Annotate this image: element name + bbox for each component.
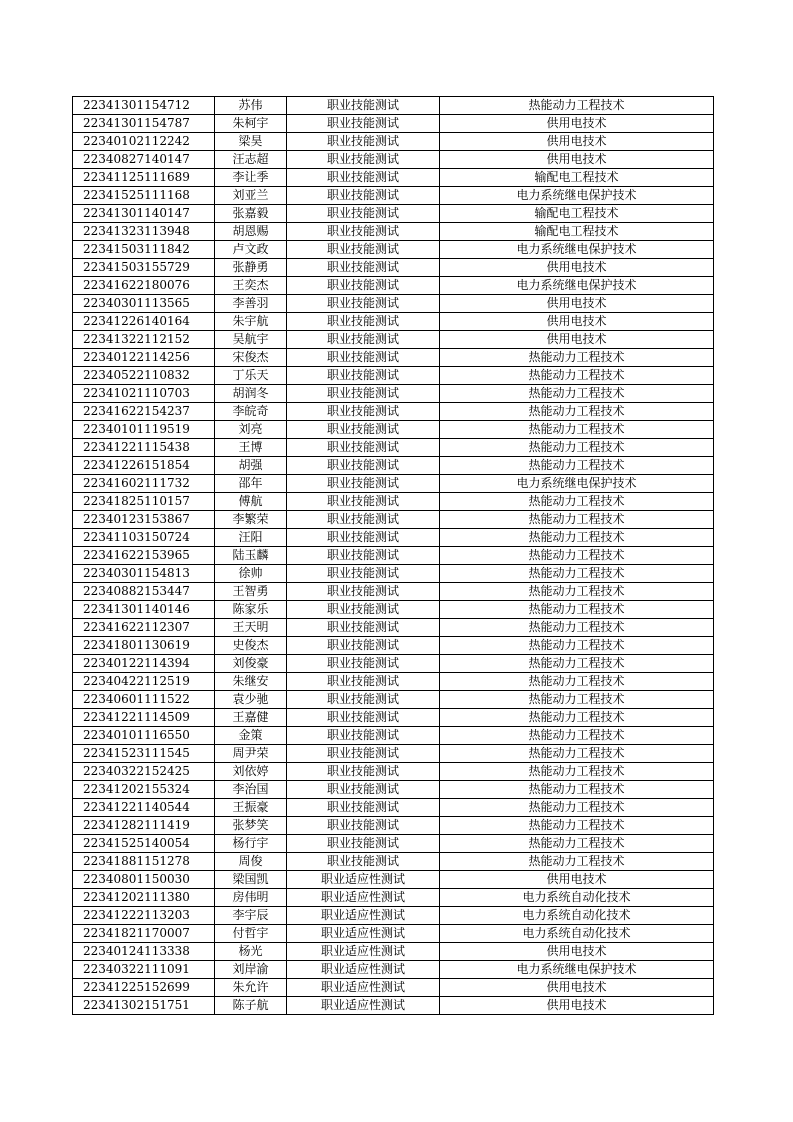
table-row — [73, 439, 714, 457]
table-row — [73, 853, 714, 871]
major-cell: 热能动力工程技术 — [440, 673, 714, 691]
student-id-cell: 22341525140054 — [73, 835, 215, 853]
major-cell: 供用电技术 — [440, 133, 714, 151]
major-cell: 热能动力工程技术 — [440, 511, 714, 529]
test-type-cell: 职业技能测试 — [287, 799, 440, 817]
student-name-cell: 李繁荣 — [215, 511, 287, 529]
test-type-cell: 职业技能测试 — [287, 385, 440, 403]
table-row — [73, 583, 714, 601]
table-row — [73, 781, 714, 799]
student-id-cell: 22340123153867 — [73, 511, 215, 529]
test-type-cell: 职业技能测试 — [287, 187, 440, 205]
student-id-cell: 22341801130619 — [73, 637, 215, 655]
student-id-cell: 22341301154712 — [73, 97, 215, 115]
table-row — [73, 565, 714, 583]
table-row — [73, 997, 714, 1015]
major-cell: 热能动力工程技术 — [440, 385, 714, 403]
table-row — [73, 529, 714, 547]
test-type-cell: 职业技能测试 — [287, 673, 440, 691]
major-cell: 热能动力工程技术 — [440, 529, 714, 547]
student-name-cell: 卢文政 — [215, 241, 287, 259]
table-row — [73, 367, 714, 385]
table-row — [73, 241, 714, 259]
table-row — [73, 907, 714, 925]
student-id-cell: 22341301140146 — [73, 601, 215, 619]
major-cell: 电力系统继电保护技术 — [440, 475, 714, 493]
student-id-cell: 22340322111091 — [73, 961, 215, 979]
student-name-cell: 朱允许 — [215, 979, 287, 997]
table-row — [73, 457, 714, 475]
table-row — [73, 925, 714, 943]
test-type-cell: 职业技能测试 — [287, 115, 440, 133]
student-name-cell: 杨光 — [215, 943, 287, 961]
student-id-cell: 22341282111419 — [73, 817, 215, 835]
student-id-cell: 22341503111842 — [73, 241, 215, 259]
student-name-cell: 房伟明 — [215, 889, 287, 907]
test-type-cell: 职业技能测试 — [287, 367, 440, 385]
student-name-cell: 丁乐天 — [215, 367, 287, 385]
student-id-cell: 22341301140147 — [73, 205, 215, 223]
table-row — [73, 151, 714, 169]
student-id-cell: 22341103150724 — [73, 529, 215, 547]
table-row — [73, 727, 714, 745]
student-name-cell: 史俊杰 — [215, 637, 287, 655]
student-id-cell: 22341221114509 — [73, 709, 215, 727]
student-id-cell: 22340301154813 — [73, 565, 215, 583]
major-cell: 供用电技术 — [440, 997, 714, 1015]
major-cell: 热能动力工程技术 — [440, 763, 714, 781]
student-name-cell: 张静勇 — [215, 259, 287, 277]
test-type-cell: 职业技能测试 — [287, 457, 440, 475]
major-cell: 热能动力工程技术 — [440, 655, 714, 673]
major-cell: 电力系统自动化技术 — [440, 907, 714, 925]
student-name-cell: 朱宇航 — [215, 313, 287, 331]
major-cell: 热能动力工程技术 — [440, 493, 714, 511]
student-name-cell: 王奕杰 — [215, 277, 287, 295]
test-type-cell: 职业技能测试 — [287, 151, 440, 169]
major-cell: 供用电技术 — [440, 295, 714, 313]
major-cell: 热能动力工程技术 — [440, 745, 714, 763]
test-type-cell: 职业技能测试 — [287, 709, 440, 727]
major-cell: 热能动力工程技术 — [440, 439, 714, 457]
student-id-cell: 22341622180076 — [73, 277, 215, 295]
student-id-cell: 22341525111168 — [73, 187, 215, 205]
test-type-cell: 职业技能测试 — [287, 349, 440, 367]
student-id-cell: 22341881151278 — [73, 853, 215, 871]
table-row — [73, 979, 714, 997]
student-id-cell: 22341226151854 — [73, 457, 215, 475]
test-type-cell: 职业技能测试 — [287, 439, 440, 457]
table-row — [73, 673, 714, 691]
major-cell: 热能动力工程技术 — [440, 601, 714, 619]
test-type-cell: 职业技能测试 — [287, 727, 440, 745]
test-type-cell: 职业技能测试 — [287, 745, 440, 763]
student-name-cell: 徐帅 — [215, 565, 287, 583]
table-row — [73, 709, 714, 727]
test-type-cell: 职业技能测试 — [287, 295, 440, 313]
major-cell: 热能动力工程技术 — [440, 781, 714, 799]
major-cell: 热能动力工程技术 — [440, 637, 714, 655]
table-row — [73, 115, 714, 133]
student-name-cell: 李治国 — [215, 781, 287, 799]
student-name-cell: 王天明 — [215, 619, 287, 637]
major-cell: 供用电技术 — [440, 151, 714, 169]
table-row — [73, 223, 714, 241]
table-row — [73, 169, 714, 187]
test-type-cell: 职业技能测试 — [287, 205, 440, 223]
student-id-cell: 22340122114394 — [73, 655, 215, 673]
student-id-cell: 22341322112152 — [73, 331, 215, 349]
table-row — [73, 133, 714, 151]
major-cell: 输配电工程技术 — [440, 223, 714, 241]
test-type-cell: 职业适应性测试 — [287, 889, 440, 907]
table-row — [73, 799, 714, 817]
test-type-cell: 职业适应性测试 — [287, 997, 440, 1015]
student-name-cell: 付哲宇 — [215, 925, 287, 943]
student-id-cell: 22340124113338 — [73, 943, 215, 961]
table-row — [73, 403, 714, 421]
table-row — [73, 421, 714, 439]
major-cell: 热能动力工程技术 — [440, 799, 714, 817]
student-name-cell: 张嘉毅 — [215, 205, 287, 223]
student-id-cell: 22341226140164 — [73, 313, 215, 331]
student-id-cell: 22340422112519 — [73, 673, 215, 691]
student-id-cell: 22340101119519 — [73, 421, 215, 439]
student-id-cell: 22341523111545 — [73, 745, 215, 763]
table-row — [73, 601, 714, 619]
table-row — [73, 511, 714, 529]
test-type-cell: 职业适应性测试 — [287, 979, 440, 997]
major-cell: 供用电技术 — [440, 943, 714, 961]
major-cell: 热能动力工程技术 — [440, 349, 714, 367]
student-id-cell: 22340101116550 — [73, 727, 215, 745]
student-id-cell: 22341202155324 — [73, 781, 215, 799]
student-name-cell: 刘亚兰 — [215, 187, 287, 205]
student-id-cell: 22340882153447 — [73, 583, 215, 601]
table-row — [73, 637, 714, 655]
test-type-cell: 职业技能测试 — [287, 241, 440, 259]
student-name-cell: 陈家乐 — [215, 601, 287, 619]
test-type-cell: 职业技能测试 — [287, 403, 440, 421]
test-type-cell: 职业技能测试 — [287, 853, 440, 871]
student-name-cell: 邵年 — [215, 475, 287, 493]
test-type-cell: 职业适应性测试 — [287, 961, 440, 979]
table-row — [73, 871, 714, 889]
student-id-cell: 22341503155729 — [73, 259, 215, 277]
test-type-cell: 职业技能测试 — [287, 619, 440, 637]
student-id-cell: 22340102112242 — [73, 133, 215, 151]
major-cell: 热能动力工程技术 — [440, 709, 714, 727]
major-cell: 电力系统继电保护技术 — [440, 277, 714, 295]
table-row — [73, 313, 714, 331]
student-id-cell: 22341221140544 — [73, 799, 215, 817]
major-cell: 供用电技术 — [440, 115, 714, 133]
major-cell: 热能动力工程技术 — [440, 583, 714, 601]
major-cell: 热能动力工程技术 — [440, 97, 714, 115]
student-name-cell: 李皖奇 — [215, 403, 287, 421]
student-name-cell: 王振豪 — [215, 799, 287, 817]
student-name-cell: 刘俊豪 — [215, 655, 287, 673]
student-name-cell: 梁昊 — [215, 133, 287, 151]
student-name-cell: 胡恩赐 — [215, 223, 287, 241]
test-type-cell: 职业技能测试 — [287, 583, 440, 601]
major-cell: 热能动力工程技术 — [440, 835, 714, 853]
table-row — [73, 961, 714, 979]
student-name-cell: 刘亮 — [215, 421, 287, 439]
test-type-cell: 职业技能测试 — [287, 637, 440, 655]
major-cell: 电力系统继电保护技术 — [440, 241, 714, 259]
test-type-cell: 职业技能测试 — [287, 835, 440, 853]
table-row — [73, 295, 714, 313]
student-id-cell: 22341301154787 — [73, 115, 215, 133]
test-type-cell: 职业技能测试 — [287, 277, 440, 295]
student-name-cell: 宋俊杰 — [215, 349, 287, 367]
student-name-cell: 苏伟 — [215, 97, 287, 115]
student-name-cell: 汪阳 — [215, 529, 287, 547]
test-type-cell: 职业技能测试 — [287, 511, 440, 529]
student-id-cell: 22341602111732 — [73, 475, 215, 493]
student-name-cell: 刘岸渝 — [215, 961, 287, 979]
table-row — [73, 691, 714, 709]
table-row — [73, 331, 714, 349]
major-cell: 电力系统自动化技术 — [440, 889, 714, 907]
student-id-cell: 22341821170007 — [73, 925, 215, 943]
table-body — [73, 97, 714, 1015]
table-row — [73, 835, 714, 853]
major-cell: 电力系统继电保护技术 — [440, 961, 714, 979]
student-name-cell: 傅航 — [215, 493, 287, 511]
student-name-cell: 刘依婷 — [215, 763, 287, 781]
table-row — [73, 493, 714, 511]
student-name-cell: 陆玉麟 — [215, 547, 287, 565]
test-type-cell: 职业技能测试 — [287, 781, 440, 799]
major-cell: 热能动力工程技术 — [440, 565, 714, 583]
test-type-cell: 职业技能测试 — [287, 763, 440, 781]
test-type-cell: 职业技能测试 — [287, 601, 440, 619]
test-type-cell: 职业技能测试 — [287, 133, 440, 151]
student-id-cell: 22341323113948 — [73, 223, 215, 241]
test-type-cell: 职业技能测试 — [287, 259, 440, 277]
table-row — [73, 889, 714, 907]
table-row — [73, 655, 714, 673]
table-row — [73, 259, 714, 277]
table-row — [73, 817, 714, 835]
table-row — [73, 385, 714, 403]
test-type-cell: 职业适应性测试 — [287, 907, 440, 925]
student-name-cell: 汪志超 — [215, 151, 287, 169]
table-row — [73, 763, 714, 781]
table-row — [73, 745, 714, 763]
student-id-cell: 22340827140147 — [73, 151, 215, 169]
major-cell: 热能动力工程技术 — [440, 727, 714, 745]
student-id-cell: 22340122114256 — [73, 349, 215, 367]
student-name-cell: 王博 — [215, 439, 287, 457]
student-name-cell: 胡强 — [215, 457, 287, 475]
major-cell: 热能动力工程技术 — [440, 619, 714, 637]
student-name-cell: 周俊 — [215, 853, 287, 871]
test-type-cell: 职业技能测试 — [287, 691, 440, 709]
test-type-cell: 职业技能测试 — [287, 529, 440, 547]
student-name-cell: 王嘉健 — [215, 709, 287, 727]
major-cell: 供用电技术 — [440, 871, 714, 889]
student-name-cell: 金策 — [215, 727, 287, 745]
test-type-cell: 职业适应性测试 — [287, 871, 440, 889]
student-id-cell: 22340322152425 — [73, 763, 215, 781]
major-cell: 热能动力工程技术 — [440, 367, 714, 385]
major-cell: 供用电技术 — [440, 979, 714, 997]
student-id-cell: 22340522110832 — [73, 367, 215, 385]
student-id-cell: 22341222113203 — [73, 907, 215, 925]
student-id-cell: 22341622154237 — [73, 403, 215, 421]
table-row — [73, 547, 714, 565]
student-name-cell: 胡润冬 — [215, 385, 287, 403]
test-type-cell: 职业技能测试 — [287, 475, 440, 493]
student-id-cell: 22341225152699 — [73, 979, 215, 997]
table-row — [73, 619, 714, 637]
major-cell: 输配电工程技术 — [440, 205, 714, 223]
student-name-cell: 朱柯宇 — [215, 115, 287, 133]
student-name-cell: 李宇辰 — [215, 907, 287, 925]
student-id-cell: 22340601111522 — [73, 691, 215, 709]
test-type-cell: 职业技能测试 — [287, 313, 440, 331]
major-cell: 热能动力工程技术 — [440, 817, 714, 835]
test-type-cell: 职业技能测试 — [287, 331, 440, 349]
major-cell: 热能动力工程技术 — [440, 457, 714, 475]
major-cell: 热能动力工程技术 — [440, 691, 714, 709]
test-type-cell: 职业适应性测试 — [287, 925, 440, 943]
test-type-cell: 职业技能测试 — [287, 169, 440, 187]
student-id-cell: 22341021110703 — [73, 385, 215, 403]
major-cell: 供用电技术 — [440, 313, 714, 331]
student-id-cell: 22341302151751 — [73, 997, 215, 1015]
table-row — [73, 277, 714, 295]
table-row — [73, 97, 714, 115]
student-id-cell: 22340801150030 — [73, 871, 215, 889]
major-cell: 热能动力工程技术 — [440, 421, 714, 439]
table-row — [73, 943, 714, 961]
test-type-cell: 职业技能测试 — [287, 421, 440, 439]
test-type-cell: 职业技能测试 — [287, 493, 440, 511]
student-id-cell: 22341622153965 — [73, 547, 215, 565]
test-type-cell: 职业技能测试 — [287, 223, 440, 241]
major-cell: 热能动力工程技术 — [440, 853, 714, 871]
student-id-cell: 22341221115438 — [73, 439, 215, 457]
student-name-cell: 陈子航 — [215, 997, 287, 1015]
student-name-cell: 王智勇 — [215, 583, 287, 601]
table-row — [73, 349, 714, 367]
student-id-cell: 22341202111380 — [73, 889, 215, 907]
test-type-cell: 职业技能测试 — [287, 565, 440, 583]
student-id-cell: 22341622112307 — [73, 619, 215, 637]
student-id-cell: 22341125111689 — [73, 169, 215, 187]
student-name-cell: 袁少驰 — [215, 691, 287, 709]
major-cell: 电力系统继电保护技术 — [440, 187, 714, 205]
major-cell: 电力系统自动化技术 — [440, 925, 714, 943]
major-cell: 供用电技术 — [440, 331, 714, 349]
major-cell: 输配电工程技术 — [440, 169, 714, 187]
table-row — [73, 205, 714, 223]
student-name-cell: 李让季 — [215, 169, 287, 187]
student-name-cell: 吴航宇 — [215, 331, 287, 349]
student-name-cell: 张梦笑 — [215, 817, 287, 835]
student-name-cell: 梁国凯 — [215, 871, 287, 889]
table-row — [73, 475, 714, 493]
student-id-cell: 22341825110157 — [73, 493, 215, 511]
major-cell: 热能动力工程技术 — [440, 547, 714, 565]
student-id-cell: 22340301113565 — [73, 295, 215, 313]
major-cell: 热能动力工程技术 — [440, 403, 714, 421]
table-row — [73, 187, 714, 205]
admission-list-table — [72, 96, 714, 1015]
test-type-cell: 职业技能测试 — [287, 817, 440, 835]
major-cell: 供用电技术 — [440, 259, 714, 277]
test-type-cell: 职业技能测试 — [287, 655, 440, 673]
student-name-cell: 李善羽 — [215, 295, 287, 313]
test-type-cell: 职业技能测试 — [287, 97, 440, 115]
test-type-cell: 职业适应性测试 — [287, 943, 440, 961]
student-name-cell: 周尹荣 — [215, 745, 287, 763]
test-type-cell: 职业技能测试 — [287, 547, 440, 565]
student-name-cell: 杨行宇 — [215, 835, 287, 853]
student-name-cell: 朱继安 — [215, 673, 287, 691]
